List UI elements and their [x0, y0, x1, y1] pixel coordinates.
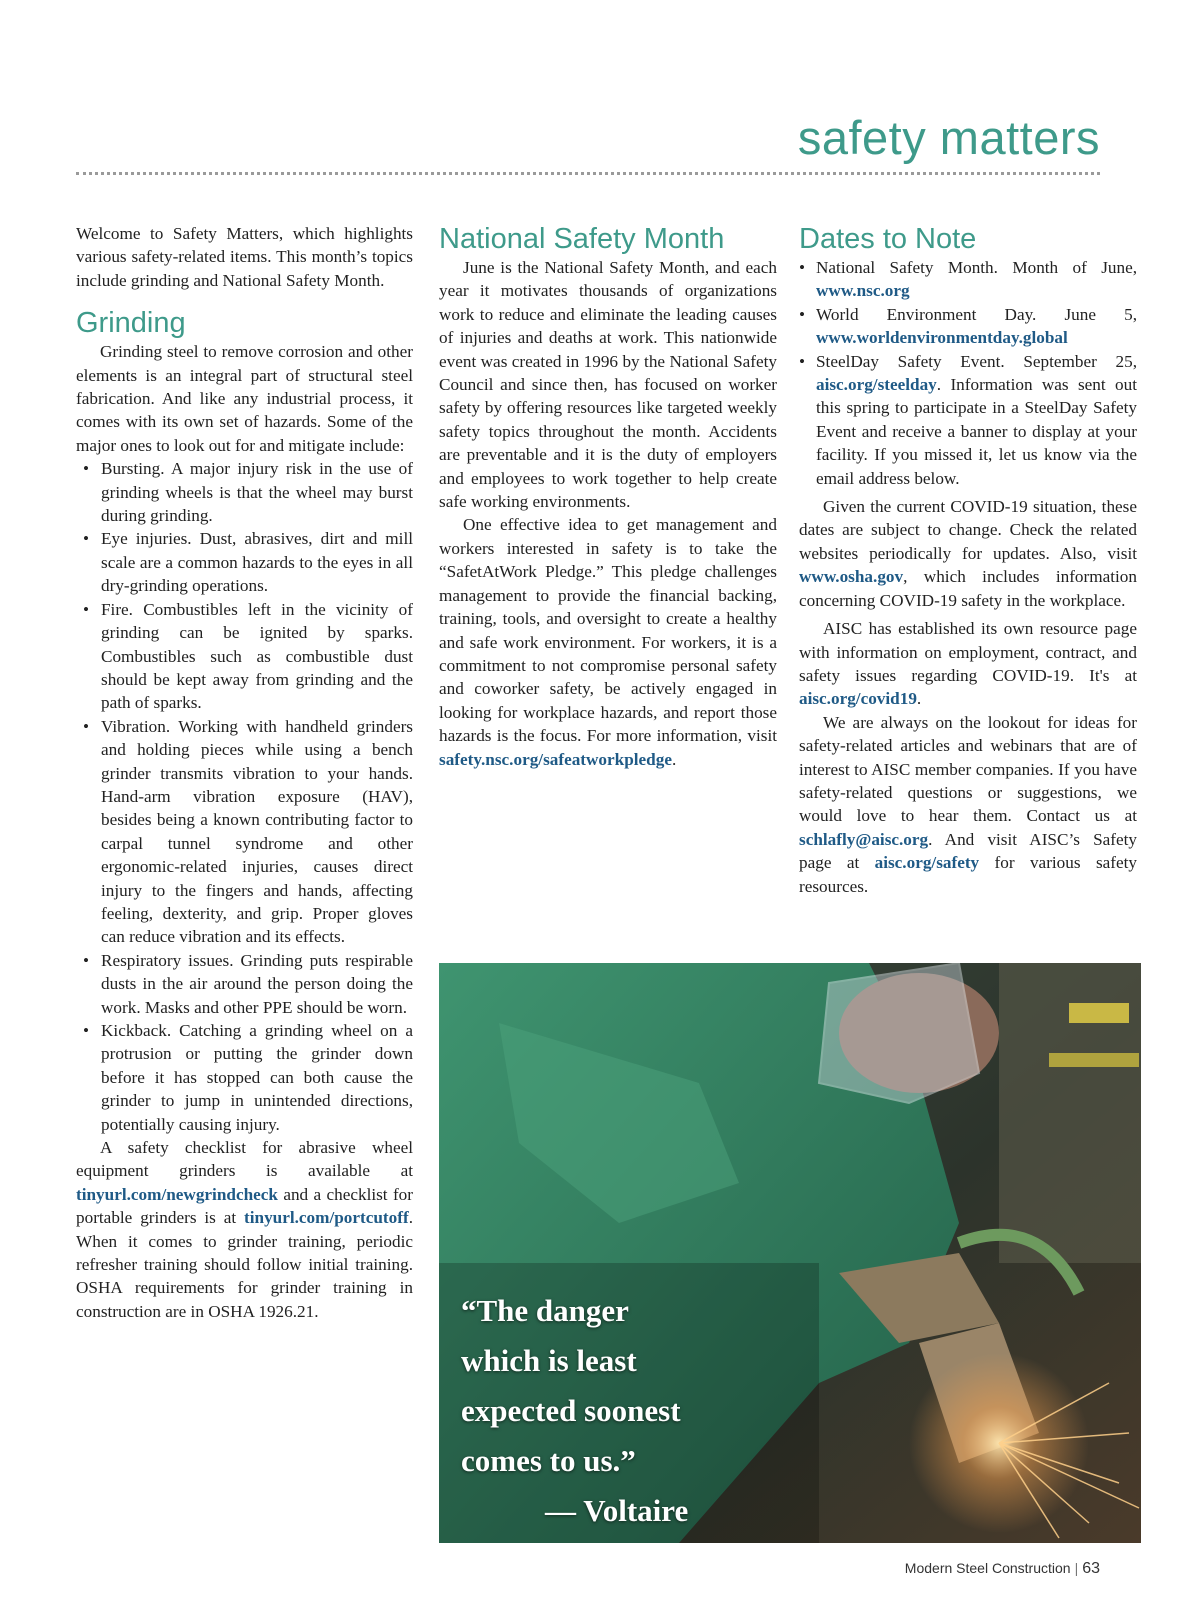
bullet-icon: • — [83, 529, 90, 549]
dates-list — [799, 256, 1137, 490]
safeatworkpledge-link[interactable]: safety.nsc.org/safeatworkpledge — [439, 749, 672, 769]
nsm-paragraph-1: June is the National Safety Month, and each year it motivates thousands of organizations work to reduce and eliminate the leading causes of injuries and deaths at work. This nationwide event was created in 1996 by the National Safety Council and since then, has focused on worker safety by offering resources like targeted weekly safety topics throughout the month. Accidents are preventable and it is the duty of employers and employees to work together to help create safe working environments. — [439, 258, 777, 512]
osha-link[interactable]: www.osha.gov — [799, 567, 904, 587]
page-footer — [905, 1560, 1100, 1578]
grinding-heading: Grinding — [76, 307, 186, 340]
hazard-item: • Respiratory issues. Grinding puts respirable dusts in the air around the person doing the work. Masks and other PPE should be worn. — [83, 950, 413, 1017]
email-link[interactable]: schlafly@aisc.org — [799, 829, 929, 849]
bullet-icon: • — [83, 599, 90, 619]
nsc-link[interactable]: www.nsc.org — [816, 281, 910, 301]
dates-to-note-heading: Dates to Note — [799, 223, 977, 255]
hazard-item: • Fire. Combustibles left in the vicinity of grinding can be ignited by sparks. Combustibles such as combustible dust should be kept away from grinding and the path of sparks. — [83, 599, 413, 713]
bullet-icon: • — [83, 459, 90, 479]
nsm-paragraph-2: One effective idea to get management and workers interested in safety is to take the “SafetAtWork Pledge.” This pledge challenges management to provide the financial backing, training, tools, and oversight to create a healthy and safe work environment. For workers, it is a commitment to not compromise personal safety and coworker safety, be actively engaged in looking for workplace hazards, and report those hazards is the focus. For more information, visit safety.nsc.org/safeatworkpledge. — [439, 515, 777, 769]
national-safety-month-heading: National Safety Month — [439, 223, 725, 255]
contact-paragraph: We are always on the lookout for ideas for safety-related articles and webinars that are of interest to AISC member companies. If you have safety-related questions or suggestions, we would love to hear them. Contact us at schlafly@aisc.org. And visit AISC’s Safety page at aisc.org/safety for various safety resources. — [799, 712, 1137, 896]
checklist-paragraph: A safety checklist for abrasive wheel equipment grinders is available at tinyurl.com/newgrindcheck and a checklist for portable grinders is at tinyurl.com/portcutoff. When it comes to grinder training, periodic refresher training should follow initial training. OSHA requirements for grinder training in construction are in OSHA 1926.21. — [76, 1138, 413, 1321]
quote-line: expected soonest — [461, 1393, 681, 1428]
quote-attribution: — Voltaire — [545, 1493, 689, 1528]
grinding-paragraph: Grinding steel to remove corrosion and other elements is an integral part of structural steel fabrication. And like any industrial process, it comes with its own set of hazards. Some of the major ones to look out for and mitigate include: — [76, 342, 413, 455]
covid19-link[interactable]: aisc.org/covid19 — [799, 689, 917, 709]
column-national-safety-month — [439, 222, 777, 771]
quote-line: “The danger — [461, 1293, 629, 1328]
quote-line: comes to us.” — [461, 1443, 636, 1478]
covid-paragraph: Given the current COVID-19 situation, these dates are subject to change. Check the related websites periodically for updates. Also, visit www.osha.gov, which includes information concerning COVID-19 safety in the workplace. — [799, 497, 1137, 610]
steelday-link[interactable]: aisc.org/steelday — [816, 375, 937, 395]
bullet-icon: • — [83, 716, 90, 736]
hazard-item: • Eye injuries. Dust, abrasives, dirt and mill scale are a common hazards to the eyes in all dry-grinding operations. — [83, 529, 413, 596]
hazard-item: • Bursting. A major injury risk in the use of grinding wheels is that the wheel may burst during grinding. — [83, 459, 413, 526]
aisc-safety-link[interactable]: aisc.org/safety — [874, 853, 980, 873]
hazard-item: • Kickback. Catching a grinding wheel on a protrusion or putting the grinder down before it has stopped can both cause the grinder to jump in unintended directions, potentially causing injury. — [83, 1021, 413, 1134]
worldenvironmentday-link[interactable]: www.worldenvironmentday.global — [816, 328, 1068, 348]
bullet-icon: • — [83, 950, 90, 970]
section-title: safety matters — [797, 111, 1100, 164]
column-dates-to-note — [799, 222, 1137, 898]
portcutoff-link[interactable]: tinyurl.com/portcutoff — [244, 1208, 409, 1228]
bullet-icon: • — [83, 1021, 90, 1040]
date-item: • SteelDay Safety Event. September 25, aisc.org/steelday. Information was sent out this spring to participate in a SteelDay Safety Event and receive a banner to display at your facility. If you missed it, let us know via the email address below. — [799, 351, 1137, 488]
date-item: • World Environment Day. June 5, www.worldenvironmentday.global — [799, 304, 1137, 348]
pull-quote — [461, 1286, 781, 1536]
page-number: 63 — [1082, 1560, 1100, 1577]
footer-separator: | — [1074, 1560, 1079, 1576]
column-grinding — [76, 222, 413, 1323]
dotted-divider — [76, 172, 1100, 175]
aisc-resource-paragraph: AISC has established its own resource page with information on employment, contract, and safety issues regarding COVID-19. It's at aisc.org/covid19. — [799, 619, 1137, 709]
intro-paragraph: Welcome to Safety Matters, which highlights various safety-related items. This month’s topics include grinding and National Safety Month. — [76, 224, 413, 290]
bullet-icon: • — [799, 351, 806, 371]
quote-line: which is least — [461, 1343, 637, 1378]
date-item: • National Safety Month. Month of June, www.nsc.org — [799, 258, 1137, 301]
hazard-item: • Vibration. Working with handheld grinders and holding pieces while using a bench grinder transmits vibration to your hands. Hand-arm vibration exposure (HAV), besides being a known contributing factor to carpal tunnel syndrome and other ergonomic-related injuries, causes direct injury to the fingers and hands, affecting feeling, dexterity, and grip. Proper gloves can reduce vibration and its effects. — [83, 716, 413, 947]
bullet-icon: • — [799, 258, 806, 277]
publication-name: Modern Steel Construction — [904, 1560, 1071, 1576]
newgrindcheck-link[interactable]: tinyurl.com/newgrindcheck — [76, 1184, 278, 1204]
bullet-icon: • — [799, 304, 806, 324]
hazard-list — [76, 457, 413, 1136]
